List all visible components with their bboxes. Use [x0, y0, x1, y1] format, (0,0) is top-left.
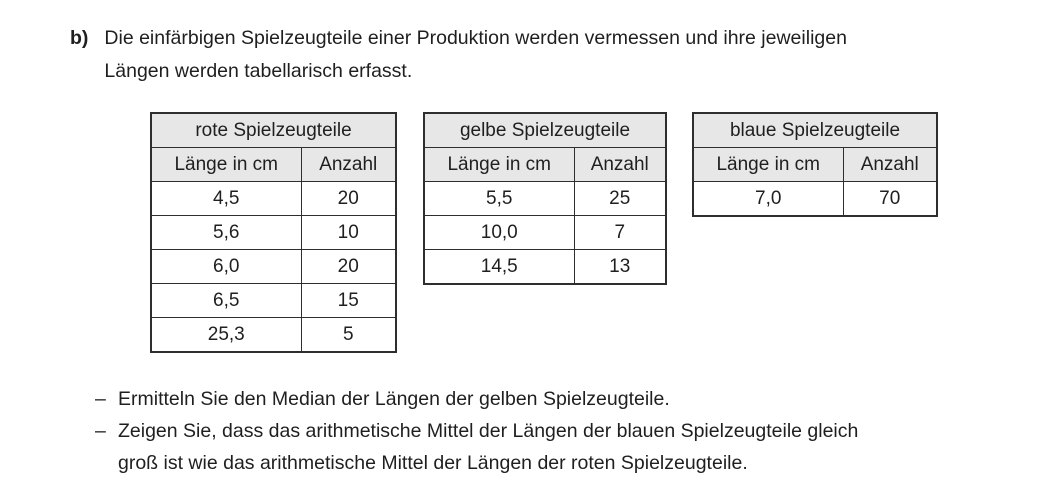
table-header-row	[424, 148, 666, 182]
task-line: Zeigen Sie, dass das arithmetische Mittel der Längen der blauen Spielzeugteile gleich	[118, 420, 859, 442]
table-row	[151, 284, 396, 318]
table-row	[151, 182, 396, 216]
cell-laenge: 10,0	[424, 216, 574, 250]
table-row	[424, 182, 666, 216]
cell-laenge: 25,3	[151, 318, 301, 353]
table-title: gelbe Spielzeugteile	[424, 113, 666, 148]
table-rote-spielzeugteile	[150, 112, 397, 353]
table-row	[151, 318, 396, 353]
column-header-anzahl: Anzahl	[843, 148, 937, 182]
cell-anzahl: 7	[574, 216, 666, 250]
task-text	[118, 415, 858, 479]
cell-anzahl: 5	[301, 318, 396, 353]
table-row	[424, 250, 666, 285]
table-title: rote Spielzeugteile	[151, 113, 396, 148]
table-row	[693, 182, 937, 217]
intro-line: Die einfärbigen Spielzeugteile einer Produktion werden vermessen und ihre jeweiligen	[104, 27, 847, 49]
cell-anzahl: 70	[843, 182, 937, 217]
table-blaue-spielzeugteile	[692, 112, 938, 217]
column-header-laenge: Länge in cm	[424, 148, 574, 182]
task-line: Ermitteln Sie den Median der Längen der gelben Spielzeugteile.	[118, 388, 670, 410]
cell-anzahl: 20	[301, 250, 396, 284]
task-label: b)	[70, 27, 89, 49]
cell-anzahl: 25	[574, 182, 666, 216]
table-title-row	[424, 113, 666, 148]
cell-anzahl: 20	[301, 182, 396, 216]
task-list	[95, 383, 858, 479]
column-header-anzahl: Anzahl	[574, 148, 666, 182]
intro-text	[104, 22, 847, 88]
cell-laenge: 7,0	[693, 182, 843, 217]
table-row	[151, 216, 396, 250]
task-intro	[70, 22, 847, 88]
task-item	[95, 383, 858, 415]
column-header-anzahl: Anzahl	[301, 148, 396, 182]
table-row	[424, 216, 666, 250]
dash-bullet: –	[95, 388, 106, 410]
dash-bullet: –	[95, 420, 106, 442]
cell-laenge: 4,5	[151, 182, 301, 216]
intro-line: Längen werden tabellarisch erfasst.	[104, 60, 413, 82]
table-row	[151, 250, 396, 284]
table-header-row	[151, 148, 396, 182]
cell-laenge: 5,5	[424, 182, 574, 216]
cell-laenge: 6,5	[151, 284, 301, 318]
column-header-laenge: Länge in cm	[151, 148, 301, 182]
cell-anzahl: 10	[301, 216, 396, 250]
cell-laenge: 5,6	[151, 216, 301, 250]
table-title-row	[693, 113, 937, 148]
cell-anzahl: 15	[301, 284, 396, 318]
task-line: groß ist wie das arithmetische Mittel der Längen der roten Spielzeugteile.	[118, 452, 748, 474]
task-item	[95, 415, 858, 479]
cell-anzahl: 13	[574, 250, 666, 285]
table-gelbe-spielzeugteile	[423, 112, 667, 285]
cell-laenge: 14,5	[424, 250, 574, 285]
table-header-row	[693, 148, 937, 182]
column-header-laenge: Länge in cm	[693, 148, 843, 182]
cell-laenge: 6,0	[151, 250, 301, 284]
table-title: blaue Spielzeugteile	[693, 113, 937, 148]
task-text	[118, 383, 670, 415]
table-title-row	[151, 113, 396, 148]
